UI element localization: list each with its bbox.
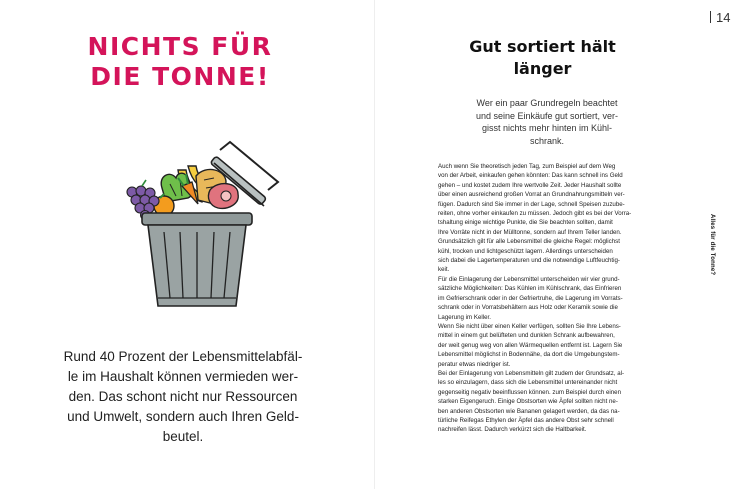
body-text-line: gegenseitig negativ beeinflussen können. zum Beispiel durch einen	[438, 388, 621, 396]
main-title-line: NICHTS FÜR	[87, 32, 273, 61]
body-text-line: türliche Reifegas Ethylen der Äpfel das andere Obst sehr schnell	[438, 416, 614, 424]
body-text-line: der weit genug weg von allen Wärmequellen entfernt ist. Lagern Sie	[438, 341, 623, 349]
body-text-line: von der Arbeit, einkaufen gehen könnten: Das kann schnell ins Geld	[438, 172, 623, 180]
section-lead-line: schrank.	[529, 135, 564, 146]
left-lead-line: den. Das schont nicht nur Ressourcen	[68, 389, 298, 404]
section-lead-paragraph	[467, 97, 627, 147]
body-text-line: Ihre Vorräte nicht in der Mülltonne, sondern auf Ihrem Teller landen.	[438, 228, 622, 236]
body-text-line: sich dabei die Lagertemperaturen und die notwendige Luftfeuchtig-	[438, 257, 620, 265]
body-text-line: tshaltung einige wichtige Punkte, die Sie beachten sollten, damit	[438, 219, 613, 227]
body-text-line: sätzliche Möglichkeiten: Das Kühlen im Kühlschrank, das Einfrieren	[438, 285, 622, 293]
main-title-line: DIE TONNE!	[90, 62, 270, 91]
body-text-line: fügen. Dadurch sind Sie immer in der Lage, schnell Speisen zuzube-	[438, 200, 625, 208]
body-text-line: les so einzulagern, dass sich die Lebensmittel untereinander nicht	[438, 379, 618, 387]
body-text-line: keit.	[438, 266, 450, 274]
body-text-line: Für die Einlagerung der Lebensmittel unterscheiden wir vier grund-	[438, 275, 620, 283]
main-title	[50, 32, 310, 92]
section-title	[415, 36, 670, 80]
left-lead-line: le im Haushalt können vermieden wer-	[67, 369, 299, 384]
right-page	[375, 0, 750, 489]
section-title-line: länger	[513, 59, 572, 78]
left-lead-line: und Umwelt, sondern auch Ihren Geld-	[67, 409, 299, 424]
body-text	[438, 162, 683, 435]
chapter-side-label: Alles für die Tonne?	[709, 214, 715, 276]
page-number	[710, 10, 730, 25]
section-title-line: Gut sortiert hält	[469, 37, 616, 56]
left-lead-paragraph	[58, 347, 308, 447]
body-text-line: gehen – und kostet zudem Ihre wertvolle Zeit. Jeder Haushalt sollte	[438, 181, 622, 189]
body-text-line: Grundsätzlich gilt für alle Lebensmittel die gleiche Regel: möglichst	[438, 238, 620, 246]
body-text-line: Lebensmittel möglichst in Bodennähe, da dort die Umgebungstem-	[438, 351, 620, 359]
body-text-line: ben anderen Obstsorten wie Bananen gelagert werden, da das na-	[438, 407, 620, 415]
body-text-line: nachreifen lässt. Dadurch verkürzt sich die Haltbarkeit.	[438, 426, 587, 434]
body-text-line: starken Eigengeruch. Einige Obstsorten wie Äpfel sollten nicht ne-	[438, 398, 618, 406]
left-lead-line: Rund 40 Prozent der Lebensmittelabfäl-	[63, 349, 303, 364]
body-text-line: im Gefrierschrank oder in der Gefriertruhe, die Lagerung im Vorrats-	[438, 294, 623, 302]
body-text-line: mittel in einem gut belüfteten und dunklen Schrank aufbewahren,	[438, 332, 615, 340]
trash-bin-with-food-illustration	[118, 136, 283, 311]
body-text-line: schrank oder in Vorratsbehältern aus Holz oder Keramik sowie die	[438, 304, 618, 312]
body-text-line: über einen ausreichend großen Vorrat an Grundnahrungsmitteln ver-	[438, 191, 625, 199]
body-text-line: Bei der Einlagerung von Lebensmitteln gilt zudem der Grundsatz, al-	[438, 369, 625, 377]
body-text-line: Wenn Sie nicht über einen Keller verfügen, sollten Sie Ihre Lebens-	[438, 322, 621, 330]
left-lead-line: beutel.	[162, 429, 204, 444]
trash-bin-icon	[142, 213, 252, 306]
steak-icon	[208, 184, 238, 209]
body-text-line: kühl, trocken und lichtgeschützt lagern. Allerdings unterscheiden	[438, 247, 613, 255]
body-text-line: reiten, ohne vorher einkaufen zu müssen. Jedoch gibt es bei der Vorra-	[438, 210, 632, 218]
section-lead-line: Wer ein paar Grundregeln beachtet	[476, 98, 618, 108]
body-text-line: Auch wenn Sie theoretisch jeden Tag, zum Beispiel auf dem Weg	[438, 163, 616, 170]
body-text-line: peratur etwas niedriger ist.	[438, 360, 511, 368]
body-text-line: Lagerung im Keller.	[438, 313, 491, 321]
section-lead-line: gisst nichts mehr hinten im Kühl-	[481, 123, 613, 133]
page-number-value: 14	[716, 10, 731, 25]
page-number-divider	[710, 11, 711, 23]
section-lead-line: und seine Einkäufe gut sortiert, ver-	[475, 110, 619, 121]
